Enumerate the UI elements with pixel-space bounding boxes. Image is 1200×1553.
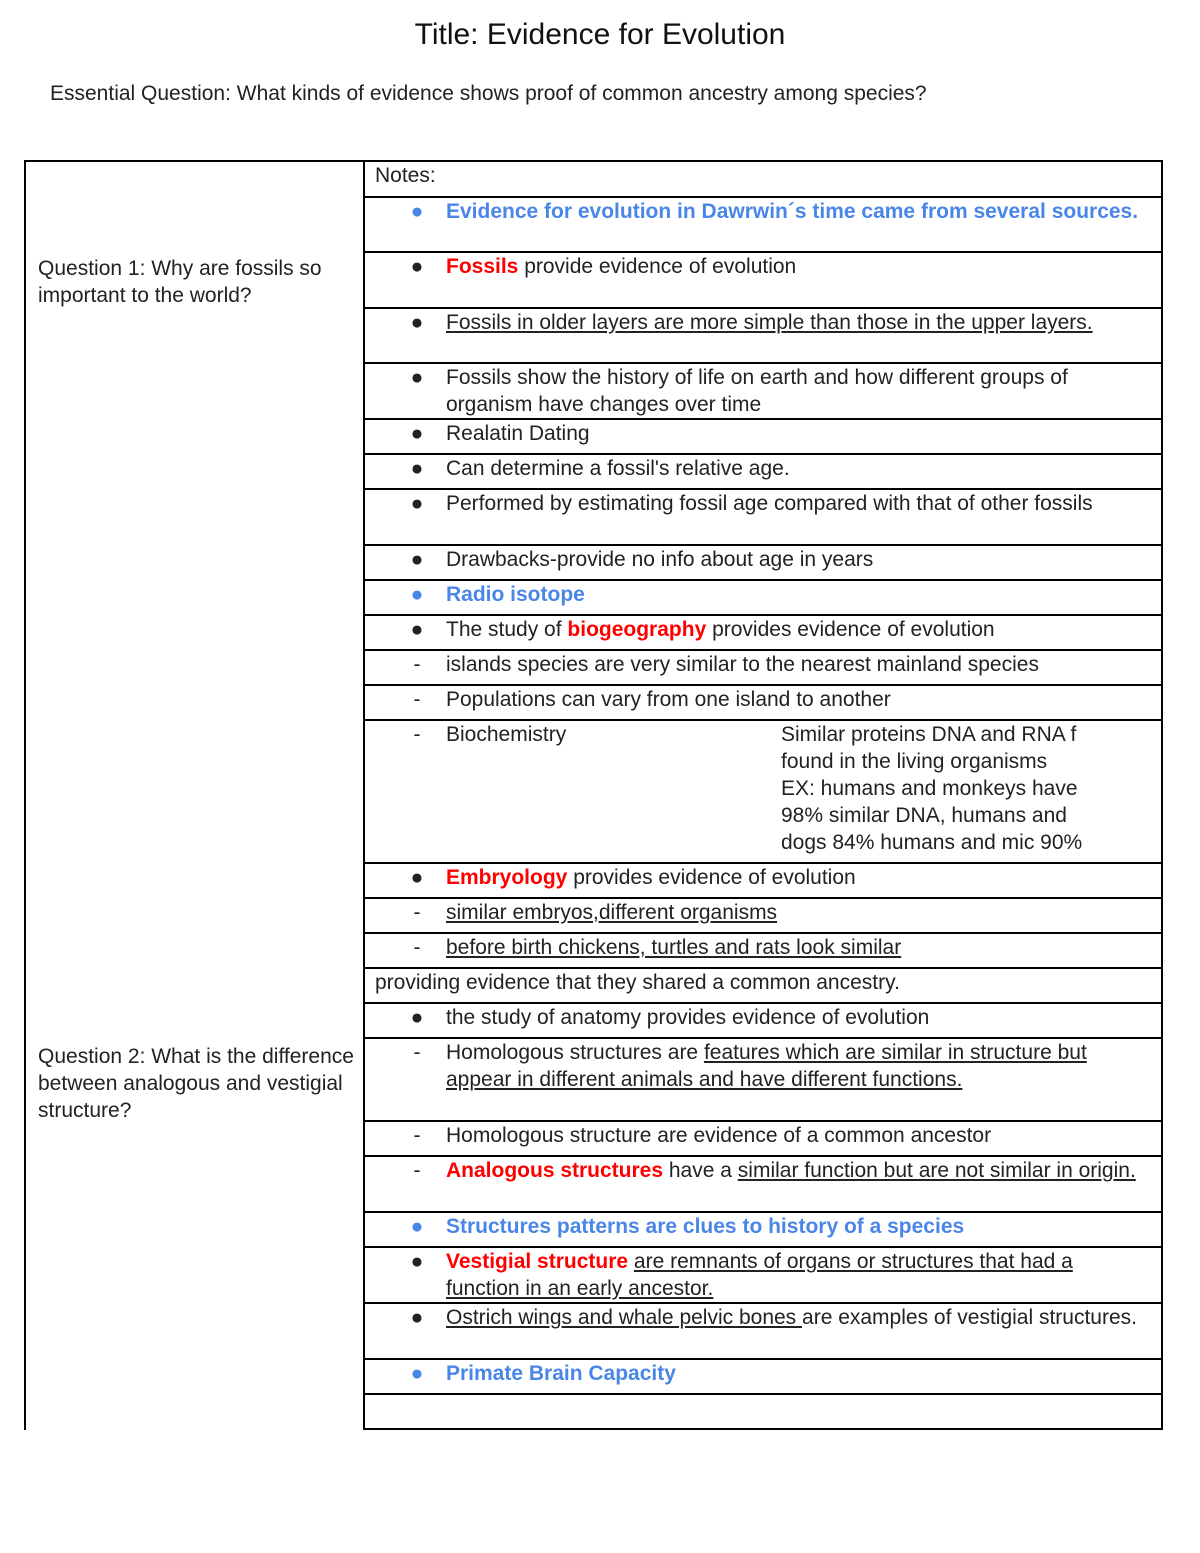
bullet-icon: ● xyxy=(410,548,424,571)
table-row xyxy=(364,720,1162,863)
table-row xyxy=(364,1156,1162,1212)
table-row xyxy=(364,968,1162,1003)
detail-line: EX: humans and monkeys have xyxy=(781,777,1078,800)
table-row xyxy=(364,933,1162,968)
detail-line: found in the living organisms xyxy=(781,750,1048,773)
note-text: islands species are very similar to the nearest mainland species xyxy=(446,653,1039,676)
question-2: Question 2: What is the difference between analogous and vestigial structure? xyxy=(38,1045,354,1122)
note-text: providing evidence that they shared a common ancestry. xyxy=(375,971,900,994)
table-row xyxy=(364,650,1162,685)
dash-icon: - xyxy=(413,1124,421,1147)
note-text: Can determine a fossil's relative age. xyxy=(446,457,790,480)
keyword-embryology: Embryology xyxy=(446,866,568,889)
detail-line: Similar proteins DNA and RNA f xyxy=(781,723,1077,746)
table-row xyxy=(364,252,1162,308)
table-row xyxy=(364,454,1162,489)
bullet-icon: ● xyxy=(410,1006,424,1029)
dash-icon: - xyxy=(413,688,421,711)
bullet-icon: ● xyxy=(410,618,424,641)
bullet-icon: ● xyxy=(410,200,424,223)
note-text: Biochemistry xyxy=(446,723,567,746)
note-text: are remnants of organs or structures that had a function in an early ancestor. xyxy=(446,1250,1073,1300)
note-text: Structures patterns are clues to history of a species xyxy=(446,1215,965,1238)
note-text: Homologous structure are evidence of a common ancestor xyxy=(446,1124,992,1147)
table-row xyxy=(364,1303,1162,1359)
keyword-analogous: Analogous structures xyxy=(446,1159,664,1182)
keyword-biogeography: biogeography xyxy=(567,618,707,641)
page-title: Title: Evidence for Evolution xyxy=(414,18,786,51)
empty-row xyxy=(364,1394,1162,1429)
note-text: Primate Brain Capacity xyxy=(446,1362,676,1385)
dash-icon: - xyxy=(413,653,421,676)
note-text: Radio isotope xyxy=(446,583,585,606)
bullet-icon: ● xyxy=(410,422,424,445)
table-row xyxy=(364,1359,1162,1394)
dash-icon: - xyxy=(413,936,421,959)
bullet-icon: ● xyxy=(410,1362,424,1385)
note-text: similar embryos,different organisms xyxy=(446,901,778,924)
notes-table xyxy=(363,160,1163,1430)
table-row xyxy=(364,197,1162,252)
keyword-fossils: Fossils xyxy=(446,255,519,278)
note-text: Populations can vary from one island to another xyxy=(446,688,891,711)
dash-icon: - xyxy=(413,901,421,924)
table-row xyxy=(364,1247,1162,1303)
note-text: provides evidence of evolution xyxy=(706,618,995,641)
note-text: the study of anatomy provides evidence of evolution xyxy=(446,1006,930,1029)
bullet-icon: ● xyxy=(410,866,424,889)
note-text: Fossils in older layers are more simple than those in the upper layers. xyxy=(446,311,1093,334)
dash-icon: - xyxy=(413,1159,421,1182)
bullet-icon: ● xyxy=(410,457,424,480)
detail-line: 98% similar DNA, humans and xyxy=(781,804,1067,827)
questions-column xyxy=(24,160,363,1430)
bullet-icon: ● xyxy=(410,1215,424,1238)
bullet-icon: ● xyxy=(410,311,424,334)
detail-line: dogs 84% humans and mic 90% xyxy=(781,831,1083,854)
table-row xyxy=(364,1003,1162,1038)
note-text: Evidence for evolution in Dawrwin´s time came from several sources. xyxy=(446,200,1139,223)
table-row xyxy=(364,363,1162,419)
bullet-icon: ● xyxy=(410,583,424,606)
note-text: provides evidence of evolution xyxy=(567,866,856,889)
bullet-icon: ● xyxy=(410,366,424,389)
table-row xyxy=(364,580,1162,615)
note-text: Homologous structures are xyxy=(446,1041,704,1064)
dash-icon: - xyxy=(413,1041,421,1064)
note-text: Drawbacks-provide no info about age in years xyxy=(446,548,874,571)
note-text: provide evidence of evolution xyxy=(518,255,797,278)
table-row xyxy=(364,1121,1162,1156)
note-text: are examples of vestigial structures. xyxy=(802,1306,1137,1329)
note-text: Ostrich wings and whale pelvic bones xyxy=(446,1306,803,1329)
table-row xyxy=(364,308,1162,363)
note-text: The study of xyxy=(446,618,568,641)
keyword-vestigial: Vestigial structure xyxy=(446,1250,629,1273)
note-text: features which are similar in structure but appear in different animals and have different functions. xyxy=(446,1041,1087,1091)
table-row xyxy=(364,863,1162,898)
table-row xyxy=(364,615,1162,650)
note-text: similar function but are not similar in origin. xyxy=(737,1159,1136,1182)
table-row xyxy=(364,545,1162,580)
biochemistry-detail xyxy=(781,721,1126,856)
notes-header-cell xyxy=(364,161,1162,197)
notes-header: Notes: xyxy=(375,164,436,187)
bullet-icon: ● xyxy=(410,255,424,278)
bullet-icon: ● xyxy=(410,1306,424,1329)
table-row xyxy=(364,419,1162,454)
question-1: Question 1: Why are fossils so important to the world? xyxy=(38,257,322,307)
table-row xyxy=(364,898,1162,933)
dash-icon: - xyxy=(413,723,421,746)
bullet-icon: ● xyxy=(410,1250,424,1273)
note-text: Fossils show the history of life on earth and how different groups of organism have changes over time xyxy=(446,366,1068,416)
table-row xyxy=(364,489,1162,545)
note-text: before birth chickens, turtles and rats look similar xyxy=(446,936,902,959)
note-text: Performed by estimating fossil age compared with that of other fossils xyxy=(446,492,1093,515)
table-row xyxy=(364,685,1162,720)
essential-question: Essential Question: What kinds of evidence shows proof of common ancestry among species? xyxy=(50,82,927,105)
note-text: Realatin Dating xyxy=(446,422,590,445)
table-row xyxy=(364,1212,1162,1247)
bullet-icon: ● xyxy=(410,492,424,515)
table-row xyxy=(364,1038,1162,1121)
note-text: have a xyxy=(663,1159,738,1182)
